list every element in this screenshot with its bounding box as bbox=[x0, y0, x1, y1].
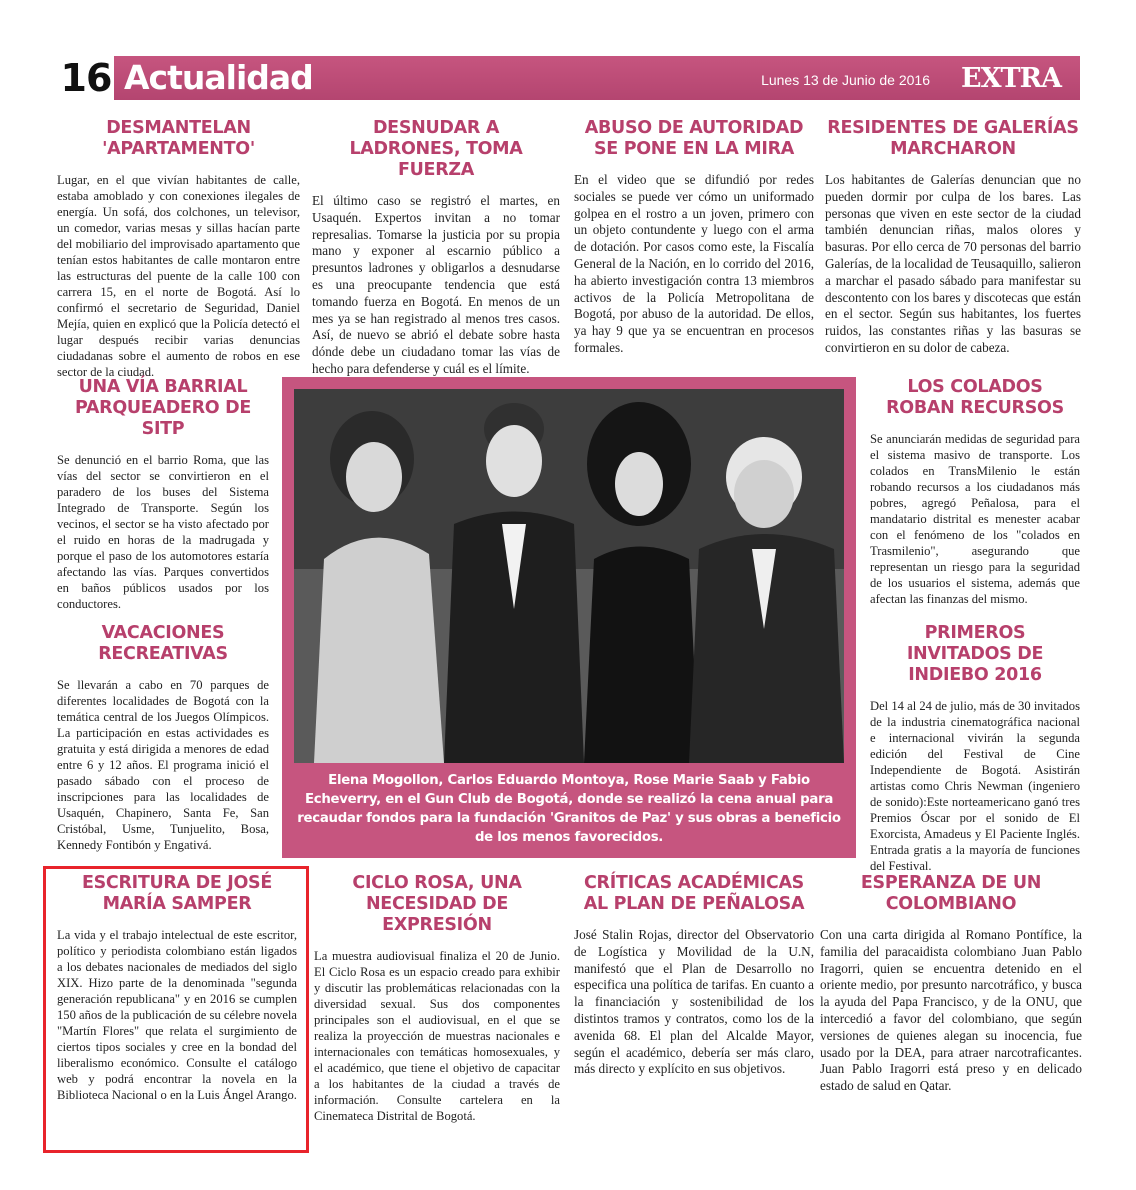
article-headline: UNA VÍA BARRIAL PARQUEADERO DE SITP bbox=[74, 377, 252, 439]
article-indiebo bbox=[870, 623, 1080, 874]
article-body: José Stalin Rojas, director del Observatorio de Logística y Movilidad de la U.N, manifestó que el Plan de Desarrollo no especifica una política de tarifas. En cuanto a la financiación y sostenibilidad de los distintos tramos y contratos, como los de la avenida 68. El plan del Alcalde Mayor, según el académico, debería ser más claro, más directo y explícito en sus objetivos. bbox=[574, 927, 814, 1077]
photo-frame bbox=[282, 377, 856, 858]
article-headline: ESPERANZA DE UN COLOMBIANO bbox=[860, 873, 1042, 914]
article-criticas bbox=[574, 873, 814, 1078]
article-headline: CRÍTICAS ACADÉMICAS AL PLAN DE PEÑALOSA bbox=[583, 873, 805, 914]
article-via-barrial bbox=[57, 377, 269, 612]
page-number: 16 bbox=[58, 56, 114, 100]
article-headline: RESIDENTES DE GALERÍAS MARCHARON bbox=[827, 118, 1079, 159]
article-colados bbox=[870, 377, 1080, 607]
section-title: Actualidad bbox=[124, 58, 313, 97]
article-headline: ESCRITURA DE JOSÉ MARÍA SAMPER bbox=[81, 873, 273, 914]
article-body: El último caso se registró el martes, en Usaquén. Expertos invitan a no tomar represalias. Tomarse la justicia por su propia mano y exponer al escarnio público a presuntos ladrones y obligarlos a desnudarse es una preocupante tendencia que está tomando fuerza en Bogotá. En menos de un mes ya se han registrado al menos tres casos. Así, de nuevo se abrió el debate sobre hasta dónde debe un ciudadano tomar las vías de hecho para defenderse y cuál es el límite. bbox=[312, 193, 560, 376]
article-body: La vida y el trabajo intelectual de este escritor, político y periodista colombiano están ligados a los debates nacionales de mediados del siglo XIX. Hizo parte de la denominada "segunda generación republicana" y en 2016 se cumplen 150 años de la publicación de su célebre novela "Martín Flores" que relata el surgimiento de ciertos tipos sociales y cree en la bondad del liberalismo económico. Consulte el catálogo web y podrá encontrar la novela en la Biblioteca Nacional o en la Luis Ángel Arango. bbox=[57, 928, 297, 1102]
photo-silhouettes bbox=[294, 389, 844, 763]
article-headline: PRIMEROS INVITADOS DE INDIEBO 2016 bbox=[906, 623, 1044, 685]
article-body: La muestra audiovisual finaliza el 20 de Junio. El Ciclo Rosa es un espacio creado para exhibir y discutir las problemáticas relacionadas con la diversidad sexual. Sus dos componentes principales son el audiovisual, en el que se realiza la proyección de muestras nacionales e internacionales con temáticas homosexuales, y el académico, que tiene el objetivo de capacitar a los habitantes de la ciudad a través de información. Consulte cartelera en la Cinemateca Distrital de Bogotá. bbox=[314, 949, 560, 1123]
article-headline: CICLO ROSA, UNA NECESIDAD DE EXPRESIÓN bbox=[352, 873, 522, 935]
article-ciclo-rosa bbox=[314, 873, 560, 1124]
article-desnudar bbox=[312, 118, 560, 378]
article-body: Con una carta dirigida al Romano Pontífice, la familia del paracaidista colombiano Juan Pablo Iragorri, quien se encuentra detenido en el oriente medio, por presunto narcotráfico, y busca la ayuda del Papa Francisco, y de la ONU, que intercedió a favor del colombiano, que según versiones de quienes alegan su inocencia, fue usado por la DEA, para atraer narcotraficantes. Juan Pablo Iragorri está preso y en delicado estado de salud en Qatar. bbox=[820, 927, 1082, 1094]
article-headline: LOS COLADOS ROBAN RECURSOS bbox=[886, 377, 1064, 418]
article-body: Los habitantes de Galerías denuncian que no pueden dormir por culpa de los bares. Las personas que viven en este sector de la ciudad también denuncian riñas, malos olores y basuras. Por ello cerca de 70 personas del barrio Galerías, de la localidad de Teusaquillo, salieron a marchar el pasado sábado para manifestar su descontento con los bares y discotecas que están en el sector. Según sus habitantes, los fuertes ruidos, las constantes riñas y las basuras se convirtieron en su dolor de cabeza. bbox=[825, 172, 1081, 355]
article-esperanza bbox=[820, 873, 1082, 1095]
article-residentes bbox=[825, 118, 1081, 357]
article-abuso bbox=[574, 118, 814, 357]
photo-caption: Elena Mogollon, Carlos Eduardo Montoya, Rose Marie Saab y Fabio Echeverry, en el Gun Club de Bogotá, donde se realizó la cena anual para recaudar fondos para la fundación 'Granitos de Paz' y sus obras a beneficio de los menos favorecidos. bbox=[297, 773, 841, 845]
article-headline: DESNUDAR A LADRONES, TOMA FUERZA bbox=[349, 118, 523, 180]
article-headline: ABUSO DE AUTORIDAD SE PONE EN LA MIRA bbox=[584, 118, 804, 159]
article-body: Se denunció en el barrio Roma, que las vías del sector se convirtieron en el paradero de los buses del Sistema Integrado de Transporte. Según los vecinos, el sector se ha visto afectado por el ruido en horas de la madrugada y porque el paso de los automotores estaría afectando las vías. Parques convertidos en baños públicos usados por los conductores. bbox=[57, 453, 269, 611]
issue-date: Lunes 13 de Junio de 2016 bbox=[761, 72, 930, 88]
article-vacaciones bbox=[57, 623, 269, 853]
article-body: Lugar, en el que vivían habitantes de calle, estaba amoblado y con conexiones ilegales de energía. Un sofá, dos colchones, un televisor, un comedor, varias mesas y sillas hacían parte del mobiliario del improvisado apartamento que tenían estos habitantes de calle montaron entre las estructuras del puente de la calle 100 con carrera 15, en el norte de Bogotá. Así lo confirmó el secretario de Seguridad, Daniel Mejía, quien en explicó que la Policía detectó el lugar después recibir varias denuncias ciudadanas sobre el aumento de robos en ese sector de la ciudad. bbox=[57, 173, 300, 379]
article-body: Se llevarán a cabo en 70 parques de diferentes localidades de Bogotá con la temática central de los Juegos Olímpicos. La participación en estas actividades es gratuita y está dirigida a menores de edad entre 6 y 12 años. El programa inició el pasado sábado con el proceso de inscripciones para las localidades de Usaquén, Chapinero, Santa Fe, San Cristóbal, Usme, Tunjuelito, Bosa, Kennedy Fontibón y Engativá. bbox=[57, 678, 269, 852]
article-body: Se anunciarán medidas de seguridad para el sistema masivo de transporte. Los colados en TransMilenio le están robando recursos a los ciudadanos más pobres, agregó Peñalosa, para el mandatario distrital es menester acabar con el fenómeno de los "colados en Trasmilenio", asegurando que representan un riesgo para la seguridad de los usuarios el sistema, además que afectan las finanzas del mismo. bbox=[870, 432, 1080, 606]
article-desmantelan bbox=[57, 118, 300, 380]
article-body: En el video que se difundió por redes sociales se puede ver cómo un uniformado golpea en el rostro a un joven, primero con un objeto contundente y luego con el arma de dotación. Por casos como este, la Fiscalía General de la Nación, en lo corrido del 2016, ha abierto investigación contra 13 miembros activos de la Policía Metropolitana de Bogotá, por abuso de la autoridad. De ellos, ya hay 9 que ya se encuentran en procesos formales. bbox=[574, 172, 814, 355]
article-body: Del 14 al 24 de julio, más de 30 invitados de la industria cinematográfica nacional e internacional vivirán la segunda edición del Festival de Cine Independiente de Bogotá. Asistirán artistas como Chris Newman (ingeniero de sonido):Este norteamericano ganó tres Premios Óscar por el sonido de El Exorcista, Amadeus y El Paciente Inglés. Entrada gratis a la mayoría de funciones del Festival. bbox=[870, 699, 1080, 873]
event-photo bbox=[294, 389, 844, 763]
extra-logo: EXTRA bbox=[960, 63, 1061, 94]
article-headline: DESMANTELAN 'APARTAMENTO' bbox=[102, 118, 255, 159]
highlight-box bbox=[43, 866, 309, 1153]
article-headline: VACACIONES RECREATIVAS bbox=[98, 623, 228, 664]
